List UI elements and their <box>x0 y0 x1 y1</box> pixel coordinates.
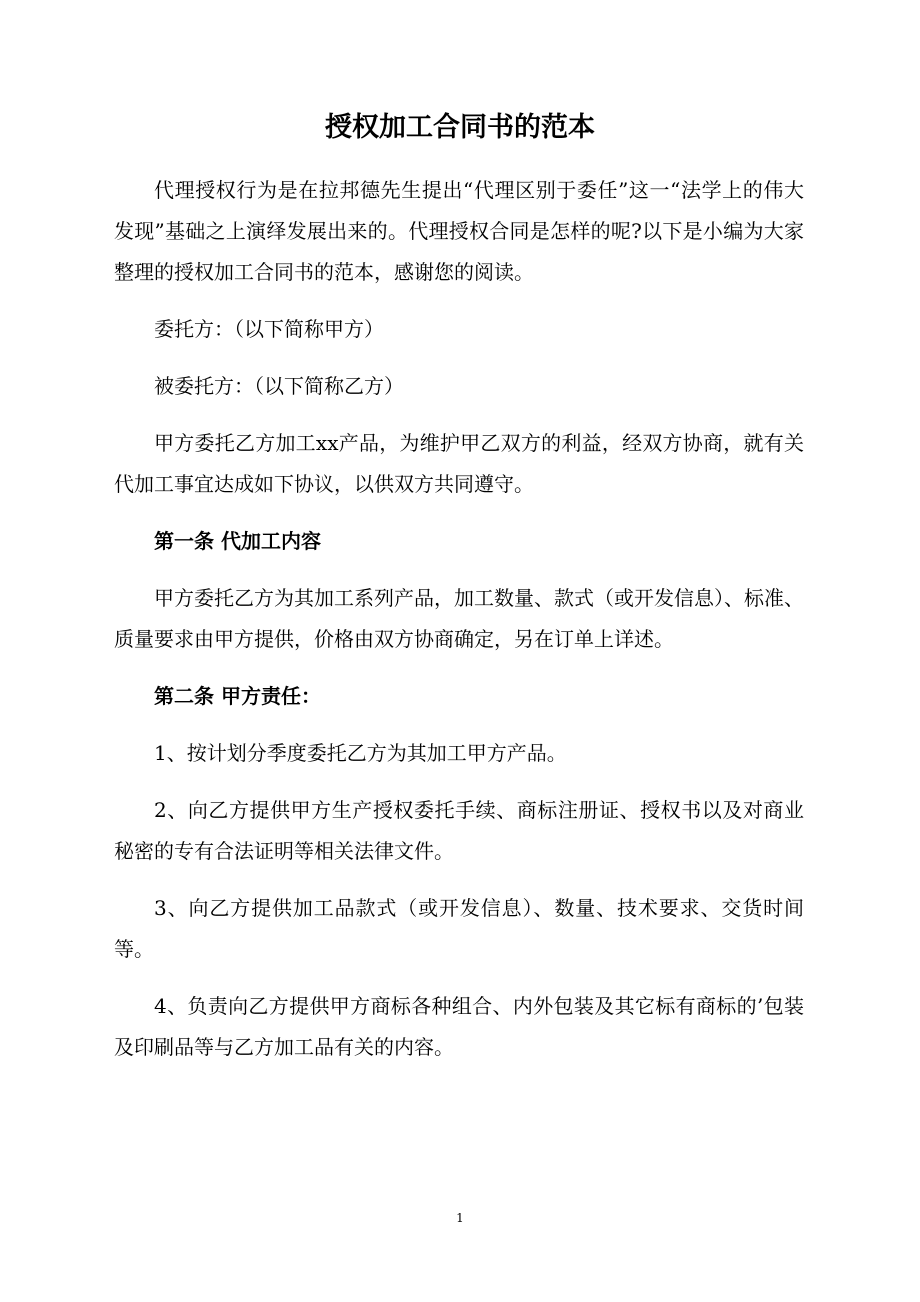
client-party-line: 委托方：（以下简称甲方） <box>154 317 384 341</box>
document-title: 授权加工合同书的范本 <box>325 112 595 143</box>
list-item-2: 2、向乙方提供甲方生产授权委托手续、商标注册证、授权书以及对商业秘密的专有合法证明等相关法律文件。 <box>114 798 804 863</box>
list-item-4: 4、负责向乙方提供甲方商标各种组合、内外包装及其它标有商标的’包装及印刷品等与乙方加工品有关的内容。 <box>114 994 804 1059</box>
article-2-heading: 第二条 甲方责任： <box>154 684 321 708</box>
article-1-heading: 第一条 代加工内容 <box>154 529 321 553</box>
contractor-party-line: 被委托方：（以下简称乙方） <box>154 374 404 398</box>
list-item-1: 1、按计划分季度委托乙方为其加工甲方产品。 <box>154 741 567 765</box>
article-1-paragraph: 甲方委托乙方为其加工系列产品，加工数量、款式（或开发信息）、标准、质量要求由甲方提供，价格由双方协商确定，另在订单上详述。 <box>114 586 804 651</box>
list-item-3: 3、向乙方提供加工品款式（或开发信息）、数量、技术要求、交货时间等。 <box>114 896 804 961</box>
agreement-paragraph: 甲方委托乙方加工xx产品，为维护甲乙双方的利益，经双方协商，就有关代加工事宜达成如下协议，以供双方共同遵守。 <box>114 431 804 496</box>
page-number: 1 <box>456 1211 464 1225</box>
document-body <box>114 170 804 1084</box>
intro-paragraph: 代理授权行为是在拉邦德先生提出“代理区别于委任”这一“法学上的伟大发现”基础之上演绎发展出来的。代理授权合同是怎样的呢?以下是小编为大家整理的授权加工合同书的范本，感谢您的阅读。 <box>114 178 804 284</box>
